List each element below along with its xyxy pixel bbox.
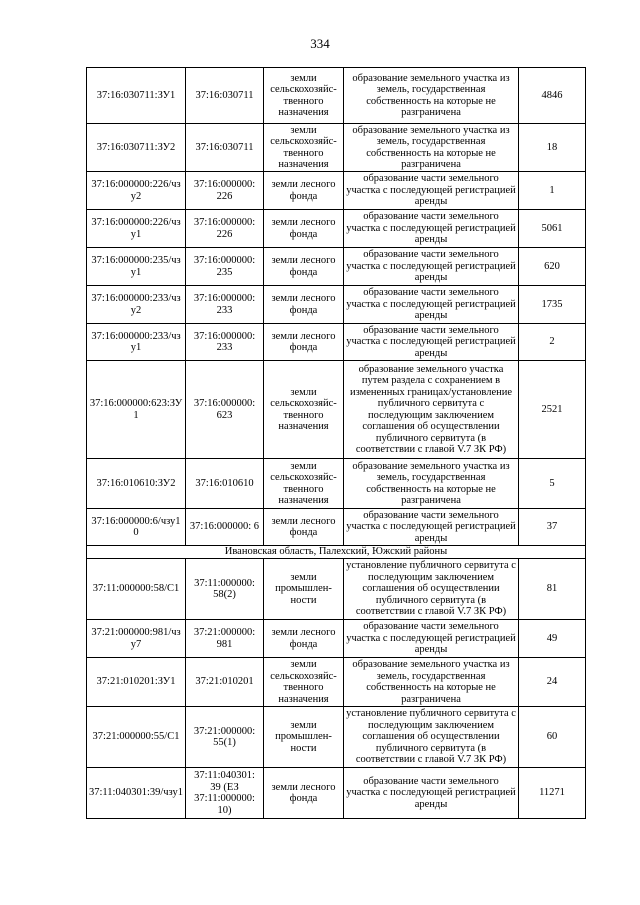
table-row <box>87 172 586 210</box>
cadastral-quarter-cell: 37:16:030711 <box>186 68 264 124</box>
cadastral-number-cell <box>87 286 186 324</box>
purpose-cell: образование части земельного участка с последующей регистрацией аренды <box>344 286 519 324</box>
cadastral-number-cell <box>87 509 186 546</box>
cadastral-number-cell-text: 37:21:010201:ЗУ1 <box>96 676 176 688</box>
cadastral-quarter-cell: 37:16:000000: 623 <box>186 361 264 459</box>
section-title: Ивановская область, Палехский, Южский районы <box>87 546 586 559</box>
cadastral-number-cell-text: 37:16:000000:6/чзу10 <box>91 515 181 538</box>
land-category-cell: земли лесного фонда <box>264 324 344 361</box>
area-cell: 37 <box>519 509 586 546</box>
table-row <box>87 286 586 324</box>
cadastral-number-cell-text: 37:16:000000:226/чзу2 <box>91 179 181 202</box>
area-cell: 11271 <box>519 768 586 819</box>
cadastral-number-cell-text: 37:16:000000:226/чзу1 <box>91 217 181 240</box>
purpose-cell: образование земельного участка из земель, государственная собственность на которые не разграничена <box>344 459 519 509</box>
cadastral-quarter-cell: 37:16:010610 <box>186 459 264 509</box>
land-category-cell: земли лесного фонда <box>264 210 344 248</box>
table-row <box>87 620 586 658</box>
table-row <box>87 459 586 509</box>
purpose-cell: образование части земельного участка с последующей регистрацией аренды <box>344 620 519 658</box>
land-category-cell: земли сельскохозяйс-твенного назначения <box>264 68 344 124</box>
cadastral-number-cell <box>87 124 186 172</box>
purpose-cell: образование земельного участка из земель, государственная собственность на которые не разграничена <box>344 658 519 707</box>
area-cell: 2521 <box>519 361 586 459</box>
area-cell: 1735 <box>519 286 586 324</box>
cadastral-number-cell-text: 37:16:030711:ЗУ2 <box>96 141 176 153</box>
area-cell: 1 <box>519 172 586 210</box>
cadastral-quarter-cell: 37:11:000000: 58(2) <box>186 559 264 620</box>
land-category-cell: земли сельскохозяйс-твенного назначения <box>264 459 344 509</box>
land-category-cell: земли лесного фонда <box>264 509 344 546</box>
cadastral-number-cell <box>87 210 186 248</box>
cadastral-quarter-cell: 37:16:000000: 235 <box>186 248 264 286</box>
table-row <box>87 768 586 819</box>
cadastral-number-cell <box>87 559 186 620</box>
cadastral-quarter-cell: 37:21:000000: 981 <box>186 620 264 658</box>
land-plots-table <box>86 67 586 819</box>
purpose-cell: образование земельного участка из земель, государственная собственность на которые не разграничена <box>344 124 519 172</box>
area-cell: 5061 <box>519 210 586 248</box>
area-cell: 4846 <box>519 68 586 124</box>
cadastral-number-cell <box>87 324 186 361</box>
cadastral-quarter-cell: 37:16:000000: 233 <box>186 324 264 361</box>
purpose-cell: установление публичного сервитута с последующим заключением соглашения об осуществлении публичного сервитута (в соответствии с главой V.7 ЗК РФ) <box>344 707 519 768</box>
table-row <box>87 124 586 172</box>
cadastral-number-cell <box>87 361 186 459</box>
purpose-cell: образование земельного участка путем раздела с сохранением в измененных границах/установление публичного сервитута с последующим заключением соглашения об осуществлении публичного сервитута (в соответствии с главой V.7 ЗК РФ) <box>344 361 519 459</box>
land-category-cell: земли лесного фонда <box>264 172 344 210</box>
section-row <box>87 546 586 559</box>
table-row <box>87 658 586 707</box>
area-cell: 620 <box>519 248 586 286</box>
cadastral-number-cell <box>87 658 186 707</box>
area-cell: 24 <box>519 658 586 707</box>
purpose-cell: образование земельного участка из земель, государственная собственность на которые не разграничена <box>344 68 519 124</box>
area-cell: 18 <box>519 124 586 172</box>
cadastral-quarter-cell: 37:16:030711 <box>186 124 264 172</box>
cadastral-number-cell <box>87 459 186 509</box>
purpose-cell: образование части земельного участка с последующей регистрацией аренды <box>344 324 519 361</box>
cadastral-quarter-cell: 37:16:000000: 6 <box>186 509 264 546</box>
cadastral-quarter-cell: 37:16:000000: 233 <box>186 286 264 324</box>
land-category-cell: земли промышлен-ности <box>264 707 344 768</box>
cadastral-number-cell-text: 37:11:000000:58/С1 <box>92 583 180 595</box>
cadastral-number-cell-text: 37:16:030711:ЗУ1 <box>96 89 176 101</box>
cadastral-quarter-cell: 37:11:040301: 39 (ЕЗ 37:11:000000: 10) <box>186 768 264 819</box>
cadastral-number-cell-text: 37:21:000000:55/С1 <box>92 731 180 743</box>
area-cell: 2 <box>519 324 586 361</box>
cadastral-quarter-cell: 37:21:010201 <box>186 658 264 707</box>
area-cell: 60 <box>519 707 586 768</box>
cadastral-number-cell <box>87 172 186 210</box>
land-category-cell: земли лесного фонда <box>264 286 344 324</box>
cadastral-number-cell-text: 37:21:000000:981/чзу7 <box>91 627 181 650</box>
table-row <box>87 248 586 286</box>
cadastral-quarter-cell: 37:16:000000: 226 <box>186 210 264 248</box>
land-category-cell: земли сельскохозяйс-твенного назначения <box>264 658 344 707</box>
table-row <box>87 559 586 620</box>
land-category-cell: земли сельскохозяйс-твенного назначения <box>264 124 344 172</box>
table-row <box>87 509 586 546</box>
purpose-cell: образование части земельного участка с последующей регистрацией аренды <box>344 172 519 210</box>
table-row <box>87 324 586 361</box>
cadastral-number-cell-text: 37:16:000000:233/чзу2 <box>91 293 181 316</box>
purpose-cell: образование части земельного участка с последующей регистрацией аренды <box>344 768 519 819</box>
table-row <box>87 210 586 248</box>
cadastral-number-cell-text: 37:11:040301:39/чзу1 <box>89 787 183 799</box>
area-cell: 5 <box>519 459 586 509</box>
cadastral-number-cell <box>87 768 186 819</box>
cadastral-number-cell <box>87 68 186 124</box>
land-category-cell: земли лесного фонда <box>264 620 344 658</box>
cadastral-number-cell-text: 37:16:010610:ЗУ2 <box>96 477 176 489</box>
cadastral-number-cell-text: 37:16:000000:233/чзу1 <box>91 330 181 353</box>
table-row <box>87 68 586 124</box>
land-category-cell: земли сельскохозяйс-твенного назначения <box>264 361 344 459</box>
cadastral-number-cell-text: 37:16:000000:623:ЗУ1 <box>89 398 183 421</box>
land-category-cell: земли лесного фонда <box>264 768 344 819</box>
cadastral-quarter-cell: 37:21:000000: 55(1) <box>186 707 264 768</box>
page-number: 334 <box>310 36 330 51</box>
cadastral-number-cell <box>87 248 186 286</box>
cadastral-quarter-cell: 37:16:000000: 226 <box>186 172 264 210</box>
purpose-cell: образование части земельного участка с последующей регистрацией аренды <box>344 509 519 546</box>
land-category-cell: земли лесного фонда <box>264 248 344 286</box>
area-cell: 49 <box>519 620 586 658</box>
cadastral-number-cell <box>87 707 186 768</box>
table-row <box>87 707 586 768</box>
area-cell: 81 <box>519 559 586 620</box>
table-row <box>87 361 586 459</box>
cadastral-number-cell <box>87 620 186 658</box>
purpose-cell: образование части земельного участка с последующей регистрацией аренды <box>344 210 519 248</box>
purpose-cell: установление публичного сервитута с последующим заключением соглашения об осуществлении публичного сервитута (в соответствии с главой V.7 ЗК РФ) <box>344 559 519 620</box>
purpose-cell: образование части земельного участка с последующей регистрацией аренды <box>344 248 519 286</box>
land-category-cell: земли промышлен-ности <box>264 559 344 620</box>
cadastral-number-cell-text: 37:16:000000:235/чзу1 <box>91 255 181 278</box>
